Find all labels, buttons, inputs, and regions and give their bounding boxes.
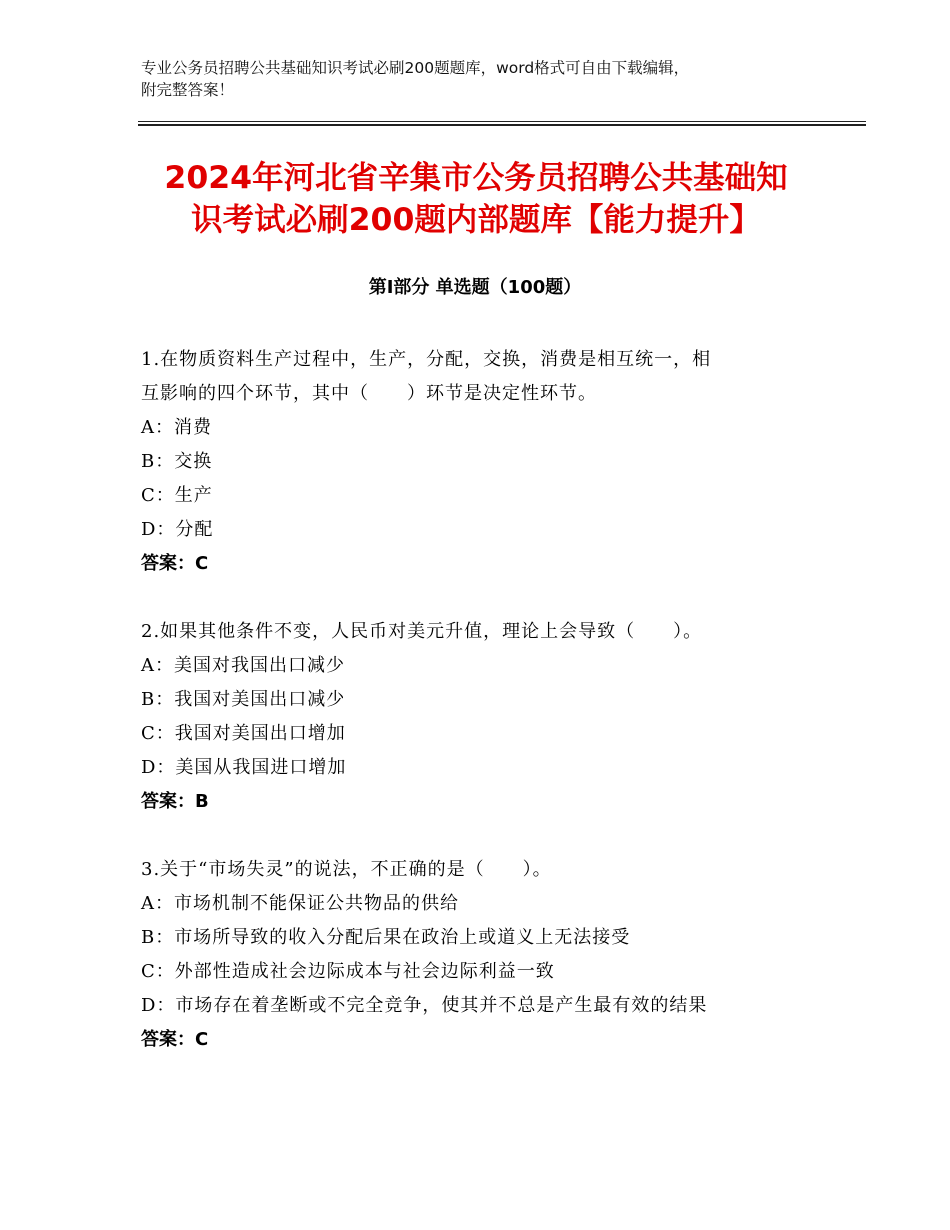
question-stem-continued: 互影响的四个环节，其中（ ）环节是决定性环节。 (141, 383, 597, 404)
option-d: D：美国从我国进口增加 (141, 757, 347, 778)
document-title (100, 157, 852, 241)
document-title-line-2: 识考试必刷200题内部题库【能力提升】 (191, 202, 761, 238)
question-1 (141, 343, 821, 581)
question-spacer (141, 819, 821, 853)
question-stem: 2.如果其他条件不变，人民币对美元升值，理论上会导致（ ）。 (141, 621, 703, 642)
option-d: D：市场存在着垄断或不完全竞争，使其并不总是产生最有效的结果 (141, 995, 708, 1016)
option-b: B：我国对美国出口减少 (141, 689, 346, 710)
header-divider-thick (138, 124, 866, 126)
answer: 答案：B (141, 791, 209, 812)
header-note-line-2: 附完整答案！ (141, 81, 235, 99)
option-a: A：美国对我国出口减少 (141, 655, 345, 676)
document-title-line-1: 2024年河北省辛集市公务员招聘公共基础知 (164, 160, 788, 196)
option-b: B：市场所导致的收入分配后果在政治上或道义上无法接受 (141, 927, 631, 948)
question-list (141, 343, 821, 1057)
option-c: C：我国对美国出口增加 (141, 723, 346, 744)
question-spacer (141, 581, 821, 615)
option-c: C：生产 (141, 485, 213, 506)
question-stem: 1.在物质资料生产过程中，生产，分配，交换，消费是相互统一，相 (141, 349, 712, 370)
question-stem: 3.关于“市场失灵”的说法，不正确的是（ ）。 (141, 859, 552, 880)
option-a: A：消费 (141, 417, 212, 438)
question-2 (141, 615, 821, 819)
header-note-line-1: 专业公务员招聘公共基础知识考试必刷200题题库，word格式可自由下载编辑， (141, 59, 690, 77)
option-d: D：分配 (141, 519, 214, 540)
header-note (141, 57, 821, 101)
question-3 (141, 853, 821, 1057)
section-heading: 第Ⅰ部分 单选题（100题） (368, 277, 582, 298)
option-a: A：市场机制不能保证公共物品的供给 (141, 893, 459, 914)
answer: 答案：C (141, 553, 209, 574)
option-b: B：交换 (141, 451, 213, 472)
answer: 答案：C (141, 1029, 209, 1050)
header-divider-thin (138, 121, 866, 122)
option-c: C：外部性造成社会边际成本与社会边际利益一致 (141, 961, 555, 982)
